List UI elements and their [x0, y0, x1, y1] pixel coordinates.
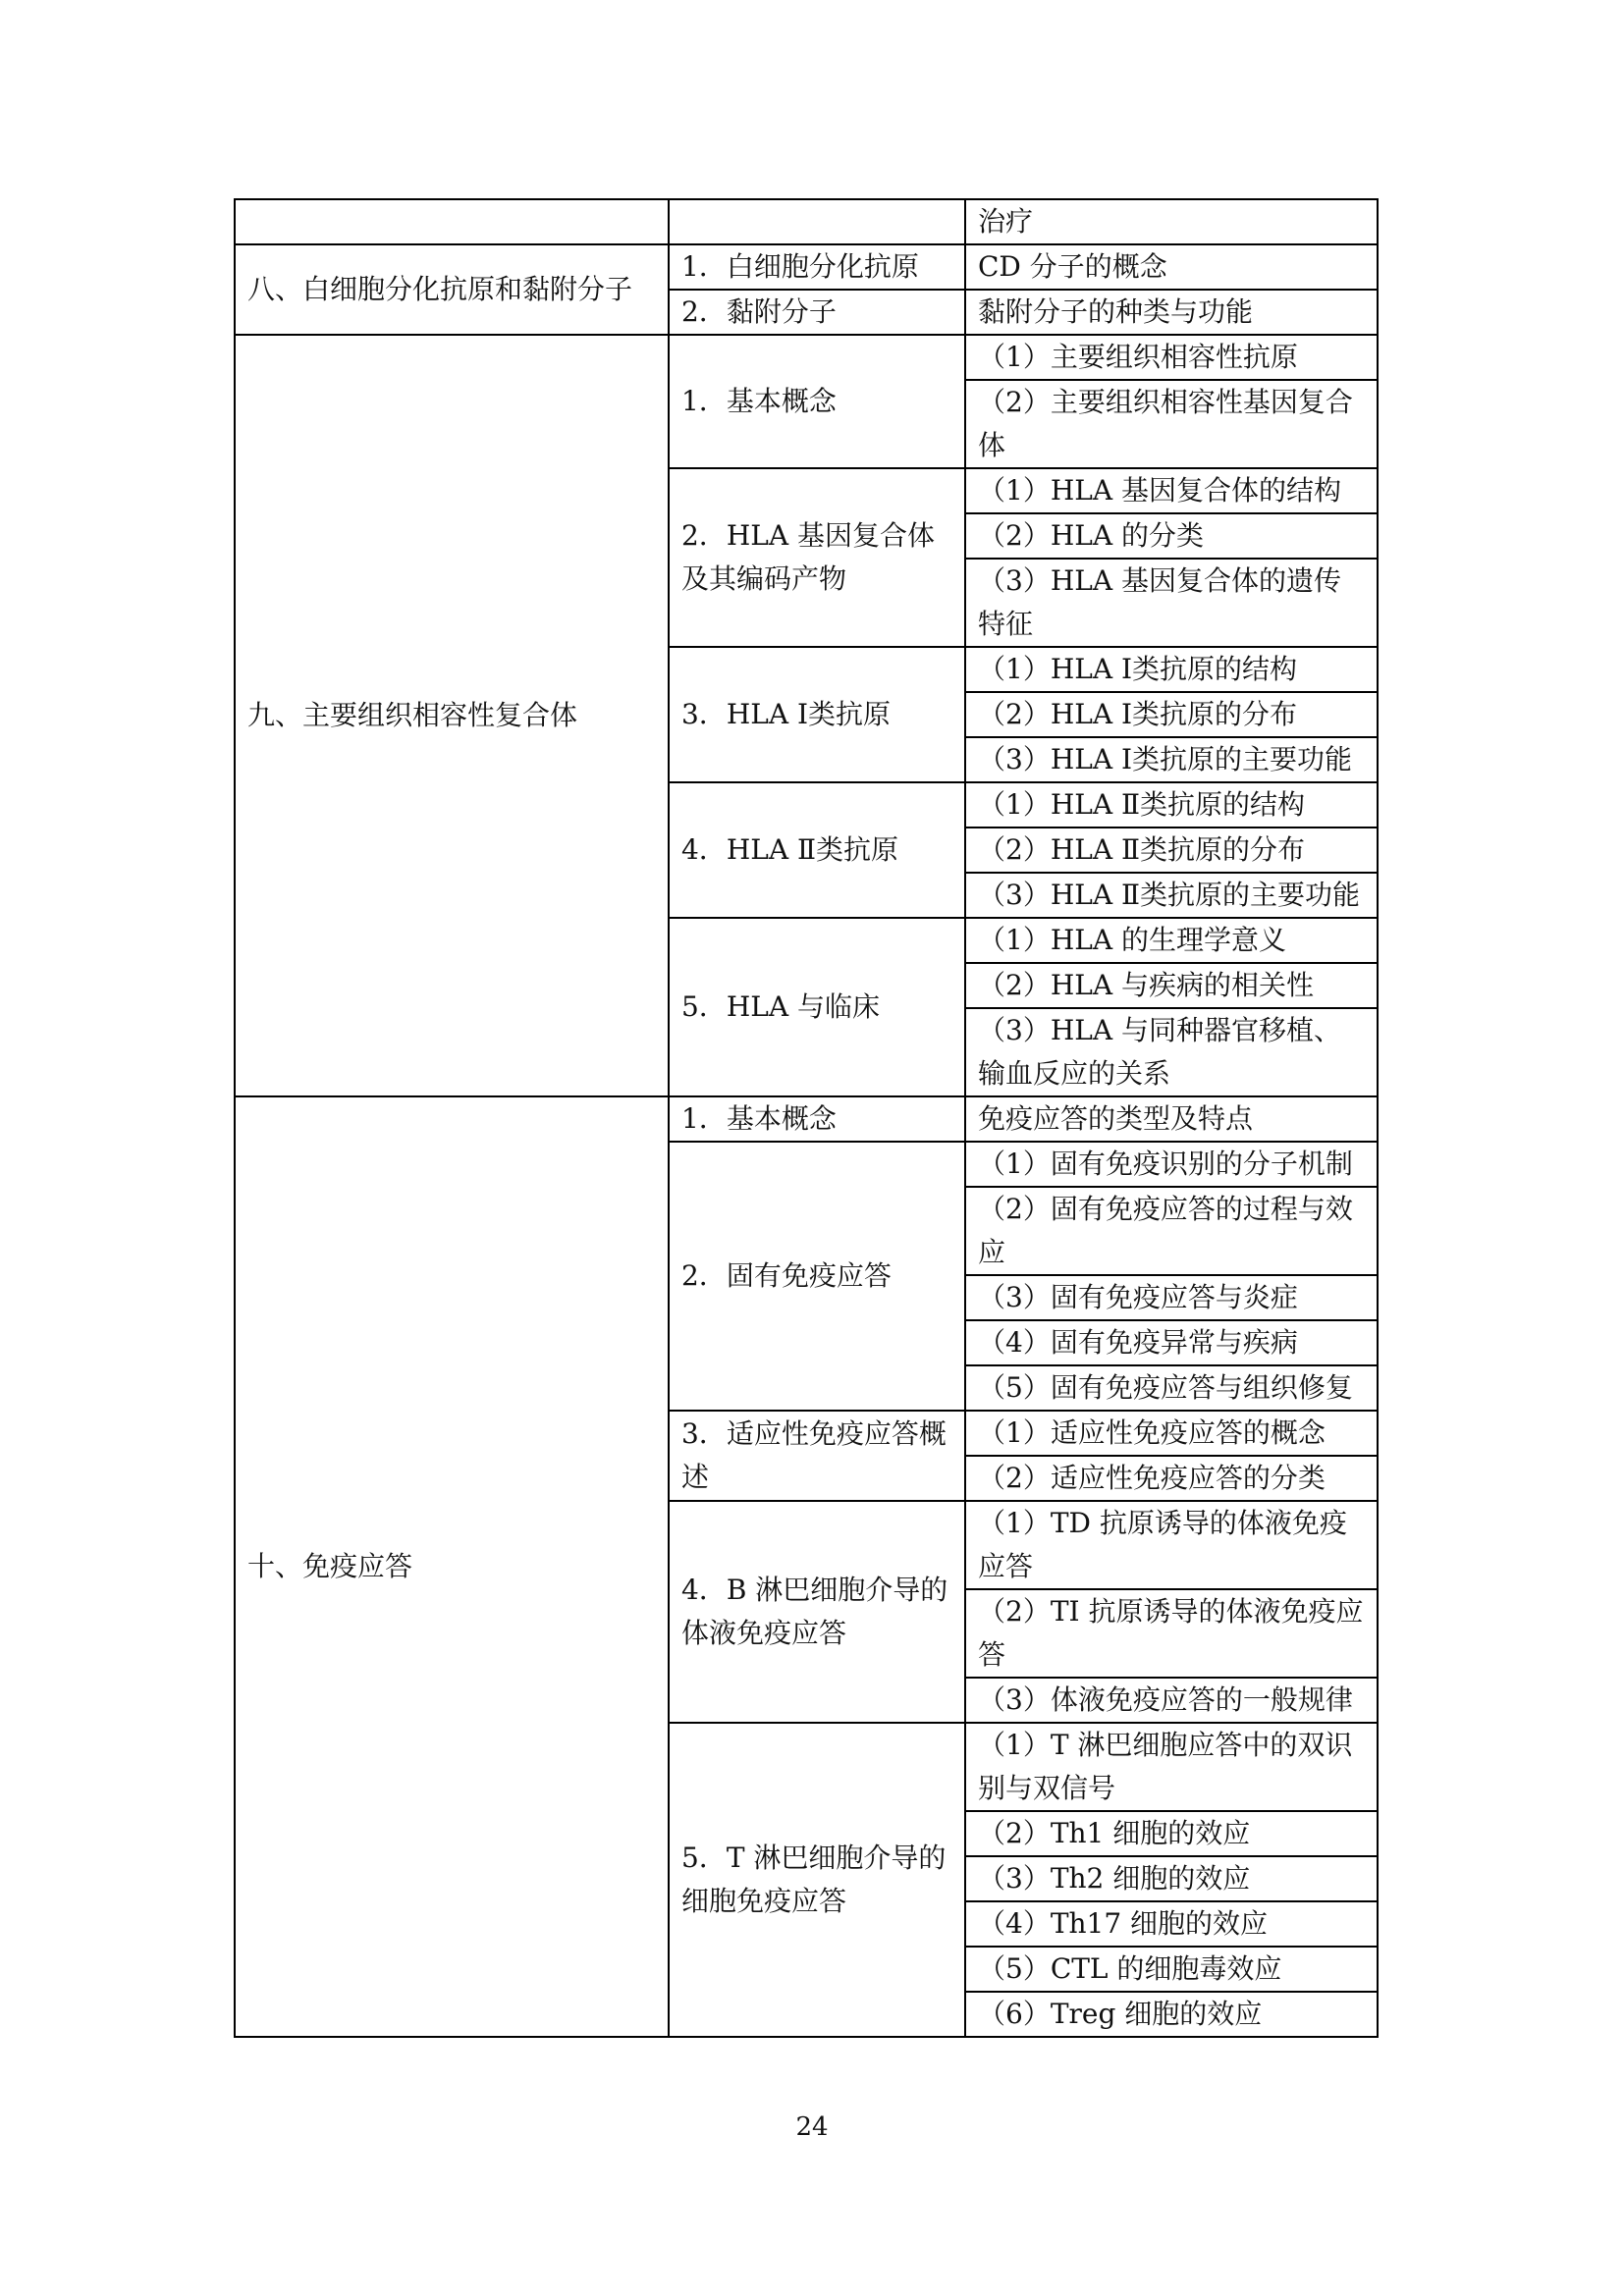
syllabus-table: [234, 198, 1379, 2038]
item-cell: （2）TI 抗原诱导的体液免疫应答: [965, 1589, 1378, 1678]
unit-cell: 1．基本概念: [669, 335, 965, 468]
unit-cell: 2．HLA 基因复合体及其编码产物: [669, 468, 965, 647]
item-cell: （4）固有免疫异常与疾病: [965, 1320, 1378, 1365]
section-cell: 九、主要组织相容性复合体: [235, 335, 669, 1096]
item-cell: （3）Th2 细胞的效应: [965, 1856, 1378, 1901]
item-cell: （1）HLA Ⅰ类抗原的结构: [965, 647, 1378, 692]
item-cell: （1）主要组织相容性抗原: [965, 335, 1378, 380]
item-cell: CD 分子的概念: [965, 244, 1378, 290]
unit-cell: 3．HLA Ⅰ类抗原: [669, 647, 965, 782]
item-cell: （3）HLA Ⅰ类抗原的主要功能: [965, 737, 1378, 782]
item-cell: （2）HLA 的分类: [965, 513, 1378, 559]
item-cell: （5）固有免疫应答与组织修复: [965, 1365, 1378, 1411]
table-row: [235, 244, 1378, 290]
unit-cell: 2．固有免疫应答: [669, 1142, 965, 1411]
item-cell: （2）主要组织相容性基因复合体: [965, 380, 1378, 468]
item-cell: （1）固有免疫识别的分子机制: [965, 1142, 1378, 1187]
unit-cell: 5．HLA 与临床: [669, 918, 965, 1096]
unit-cell: 1．基本概念: [669, 1096, 965, 1142]
section-cell: 十、免疫应答: [235, 1096, 669, 2037]
table-row: [235, 335, 1378, 380]
item-cell: （1）T 淋巴细胞应答中的双识别与双信号: [965, 1723, 1378, 1811]
item-cell: 黏附分子的种类与功能: [965, 290, 1378, 335]
unit-cell: 4．B 淋巴细胞介导的体液免疫应答: [669, 1501, 965, 1723]
item-cell: （5）CTL 的细胞毒效应: [965, 1947, 1378, 1992]
item-cell: （3）HLA 基因复合体的遗传特征: [965, 559, 1378, 647]
item-cell: （3）体液免疫应答的一般规律: [965, 1678, 1378, 1723]
item-cell: 治疗: [965, 199, 1378, 244]
unit-cell: 4．HLA Ⅱ类抗原: [669, 782, 965, 918]
page-number: 24: [795, 2112, 829, 2142]
item-cell: （1）HLA Ⅱ类抗原的结构: [965, 782, 1378, 828]
item-cell: （1）HLA 基因复合体的结构: [965, 468, 1378, 513]
item-cell: （2）适应性免疫应答的分类: [965, 1456, 1378, 1501]
section-cell: [235, 199, 669, 244]
unit-cell: 3．适应性免疫应答概述: [669, 1411, 965, 1501]
unit-cell: 5．T 淋巴细胞介导的细胞免疫应答: [669, 1723, 965, 2037]
item-cell: （1）适应性免疫应答的概念: [965, 1411, 1378, 1456]
item-cell: （2）HLA Ⅱ类抗原的分布: [965, 828, 1378, 873]
item-cell: （2）Th1 细胞的效应: [965, 1811, 1378, 1856]
unit-cell: [669, 199, 965, 244]
item-cell: 免疫应答的类型及特点: [965, 1096, 1378, 1142]
unit-cell: 1．白细胞分化抗原: [669, 244, 965, 290]
item-cell: （4）Th17 细胞的效应: [965, 1901, 1378, 1947]
item-cell: （1）TD 抗原诱导的体液免疫应答: [965, 1501, 1378, 1589]
item-cell: （3）HLA 与同种器官移植、输血反应的关系: [965, 1008, 1378, 1096]
section-cell: 八、白细胞分化抗原和黏附分子: [235, 244, 669, 335]
unit-cell: 2．黏附分子: [669, 290, 965, 335]
item-cell: （2）HLA 与疾病的相关性: [965, 963, 1378, 1008]
item-cell: （2）HLA Ⅰ类抗原的分布: [965, 692, 1378, 737]
item-cell: （2）固有免疫应答的过程与效应: [965, 1187, 1378, 1275]
item-cell: （3）HLA Ⅱ类抗原的主要功能: [965, 873, 1378, 918]
table-row: [235, 199, 1378, 244]
item-cell: （3）固有免疫应答与炎症: [965, 1275, 1378, 1320]
item-cell: （6）Treg 细胞的效应: [965, 1992, 1378, 2037]
item-cell: （1）HLA 的生理学意义: [965, 918, 1378, 963]
table-row: [235, 1096, 1378, 1142]
